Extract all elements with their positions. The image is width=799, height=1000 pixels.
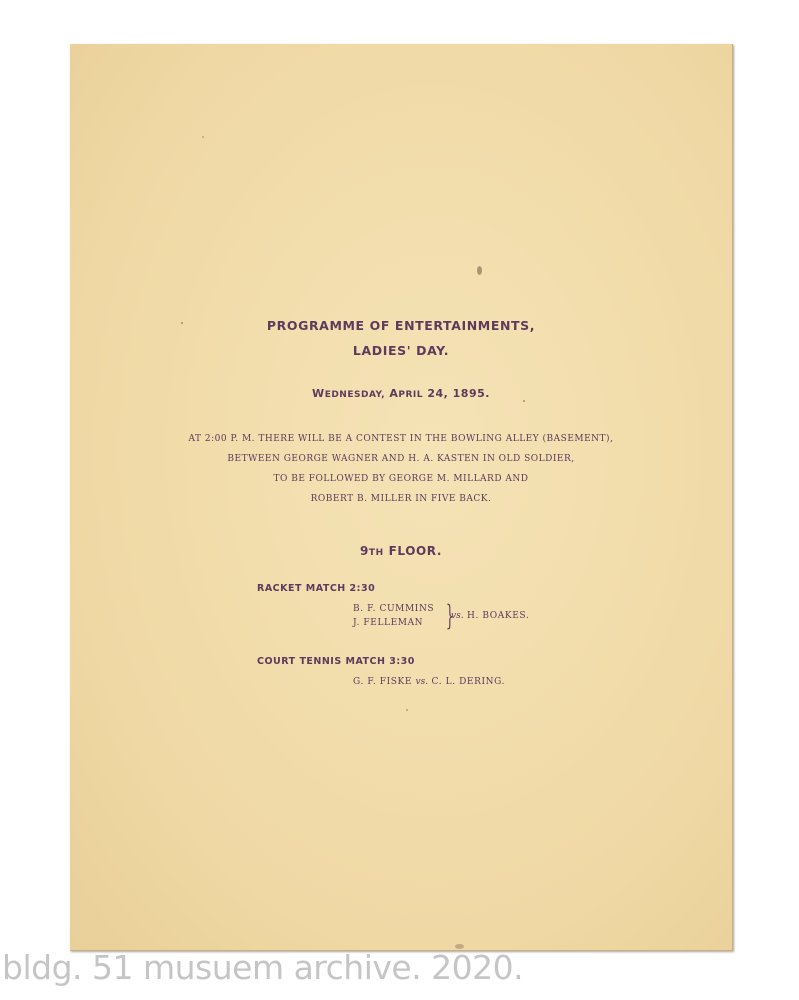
- paragraph-line: AT 2:00 P. M. THERE WILL BE A CONTEST IN THE BOWLING ALLEY (BASEMENT),: [188, 434, 614, 444]
- month-rest: PRIL: [398, 390, 423, 400]
- weekday-rest: EDNESDAY,: [324, 390, 385, 400]
- paper-speck: [181, 322, 183, 324]
- paragraph-line: BETWEEN GEORGE WAGNER AND H. A. KASTEN IN OLD SOLDIER,: [227, 454, 575, 464]
- day-year: 24, 1895.: [427, 387, 490, 400]
- paper-speck: [406, 709, 408, 711]
- paragraph-line: TO BE FOLLOWED BY GEORGE M. MILLARD AND: [273, 474, 529, 484]
- vs-label: vs.: [451, 611, 464, 621]
- programme-card: [70, 44, 733, 951]
- programme-heading: PROGRAMME OF ENTERTAINMENTS,: [266, 318, 536, 333]
- court-tennis-title: COURT TENNIS MATCH 3:30: [257, 656, 415, 667]
- racket-player-2: J. FELLEMAN: [353, 618, 424, 628]
- paper-speck: [477, 266, 482, 275]
- vs-label: vs.: [415, 677, 429, 687]
- floor-suffix: TH: [368, 548, 384, 558]
- bracket-brace: }: [445, 599, 454, 632]
- paper-speck: [523, 400, 525, 402]
- floor-heading: [70, 544, 732, 558]
- bowling-paragraph: [70, 429, 732, 509]
- weekday-initial: W: [312, 387, 325, 400]
- event-date: [70, 387, 732, 400]
- ladies-day-heading: LADIES' DAY.: [352, 343, 450, 358]
- paragraph-line: ROBERT B. MILLER IN FIVE BACK.: [310, 494, 492, 504]
- month-initial: A: [389, 387, 399, 400]
- floor-number: 9: [359, 544, 369, 558]
- racket-player-1: B. F. CUMMINS: [353, 604, 435, 614]
- tennis-player-2: C. L. DERING.: [431, 677, 506, 687]
- archive-watermark: bldg. 51 musuem archive. 2020.: [2, 948, 524, 987]
- racket-match-title: RACKET MATCH 2:30: [257, 583, 376, 594]
- tennis-player-1: G. F. FISKE: [353, 677, 413, 687]
- paper-speck: [202, 136, 204, 138]
- racket-opponent-line: [451, 611, 529, 621]
- racket-opponent: H. BOAKES.: [467, 611, 530, 621]
- floor-word: FLOOR.: [388, 544, 443, 558]
- court-tennis-players: [353, 677, 505, 687]
